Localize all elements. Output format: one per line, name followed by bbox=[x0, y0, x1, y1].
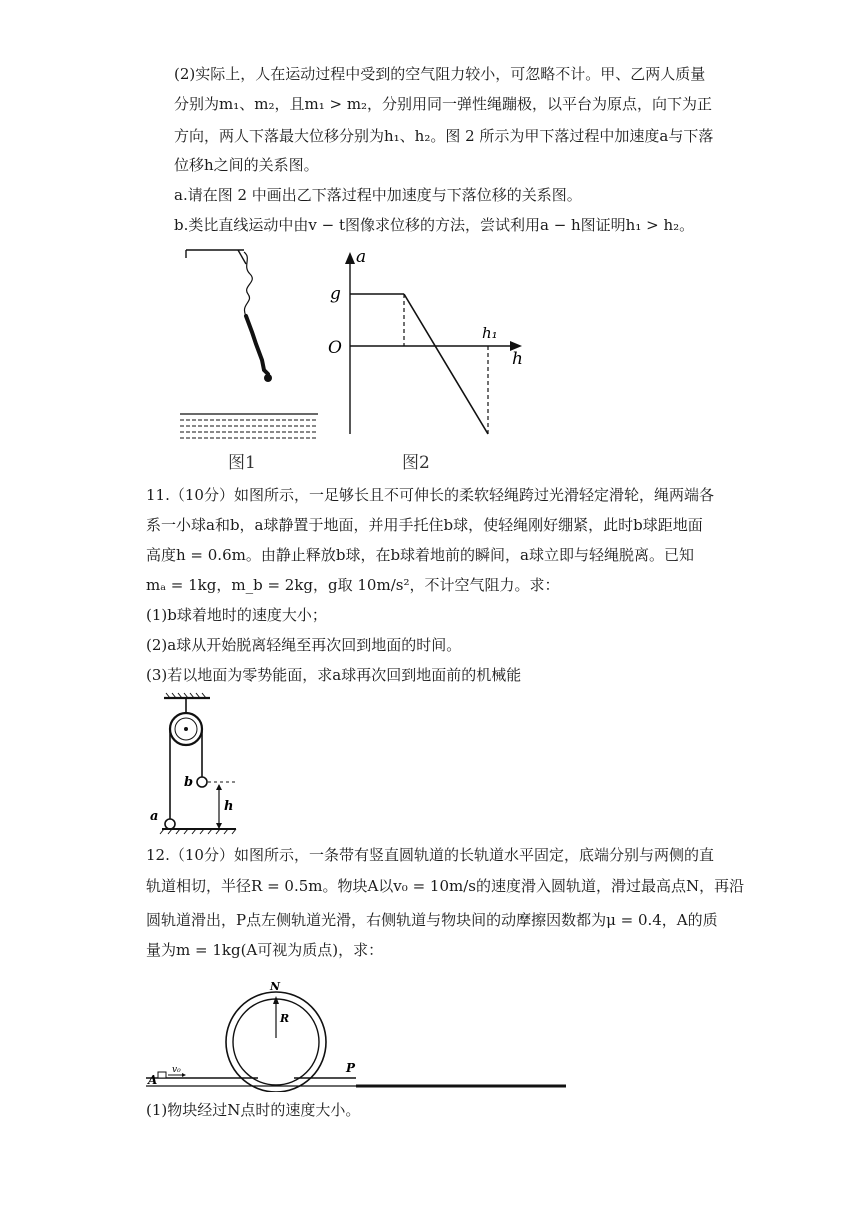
q10-line-2: 分别为m₁、m₂，且m₁ > m₂，分别用同一弹性绳蹦极，以平台为原点，向下为正 bbox=[174, 95, 713, 113]
figure-2-caption: 图2 bbox=[402, 453, 430, 473]
q12-line-2: 轨道相切，半径R = 0.5m。物块A以v₀ = 10m/s的速度滑入圆轨道，滑过最高点N，再沿 bbox=[146, 877, 745, 895]
jumper-head bbox=[264, 374, 272, 382]
label-h: h bbox=[224, 799, 234, 814]
q12-part-1: (1)物块经过N点时的速度大小。 bbox=[146, 1101, 361, 1119]
jumper-figure bbox=[246, 316, 268, 374]
pulley-figure bbox=[144, 692, 244, 836]
y-axis-arrow bbox=[345, 252, 355, 264]
radius-arrow bbox=[273, 996, 279, 1004]
h1-label: h₁ bbox=[482, 324, 498, 342]
q11-part-2: (2)a球从开始脱离轻绳至再次回到地面的时间。 bbox=[146, 636, 462, 654]
q12-line-3: 圆轨道滑出，P点左侧轨道光滑，右侧轨道与物块间的动摩擦因数都为μ = 0.4，A的质 bbox=[146, 911, 718, 929]
figure-2-graph bbox=[322, 244, 532, 474]
q12-line-1: 12.（10分）如图所示，一条带有竖直圆轨道的长轨道水平固定，底端分别与两侧的直 bbox=[146, 846, 714, 864]
label-P: P bbox=[346, 1061, 356, 1075]
figure-1-caption: 图1 bbox=[228, 453, 256, 473]
q10-line-3: 方向，两人下落最大位移分别为h₁、h₂。图 2 所示为甲下落过程中加速度a与下落 bbox=[174, 127, 714, 145]
q11-part-1: (1)b球着地时的速度大小； bbox=[146, 606, 327, 624]
graph-segment-decreasing bbox=[404, 294, 488, 434]
label-b: b bbox=[184, 775, 194, 790]
ball-b bbox=[197, 777, 207, 787]
axis-label-a: a bbox=[356, 247, 367, 267]
q10-line-b: b.类比直线运动中由v − t图像求位移的方法，尝试利用a − h图证明h₁ > h₂。 bbox=[174, 216, 695, 234]
axis-label-h: h bbox=[512, 349, 523, 369]
q11-line-2: 系一小球a和b，a球静置于地面，并用手托住b球，使轻绳刚好绷紧，此时b球距地面 bbox=[146, 516, 703, 534]
q10-line-4: 位移h之间的关系图。 bbox=[174, 156, 319, 174]
block-A bbox=[158, 1072, 166, 1078]
g-label: g bbox=[330, 284, 341, 304]
velocity-arrowhead bbox=[182, 1073, 186, 1077]
figure-1-bungee bbox=[172, 244, 322, 474]
label-N: N bbox=[270, 980, 281, 993]
q11-line-3: 高度h = 0.6m。由静止释放b球，在b球着地前的瞬间，a球立即与轻绳脱离。已知 bbox=[146, 546, 694, 564]
q11-line-1: 11.（10分）如图所示，一足够长且不可伸长的柔软轻绳跨过光滑轻定滑轮，绳两端各 bbox=[146, 486, 714, 504]
label-a: a bbox=[150, 809, 159, 824]
loop-track-figure bbox=[146, 966, 570, 1092]
pulley-axle bbox=[184, 727, 188, 731]
q12-line-4: 量为m = 1kg(A可视为质点)，求： bbox=[146, 941, 384, 959]
height-arrow-up bbox=[216, 784, 222, 790]
q10-line-1: (2)实际上，人在运动过程中受到的空气阻力较小，可忽略不计。甲、乙两人质量 bbox=[174, 65, 706, 83]
origin-label: O bbox=[328, 338, 342, 358]
label-R: R bbox=[280, 1012, 290, 1025]
label-A: A bbox=[148, 1073, 158, 1087]
q11-part-3: (3)若以地面为零势能面，求a球再次回到地面前的机械能 bbox=[146, 666, 522, 684]
ball-a bbox=[165, 819, 175, 829]
q10-line-a: a.请在图 2 中画出乙下落过程中加速度与下落位移的关系图。 bbox=[174, 186, 582, 204]
label-v0: v₀ bbox=[172, 1065, 181, 1075]
q11-line-4: mₐ = 1kg，m_b = 2kg，g取 10m/s²，不计空气阻力。求： bbox=[146, 576, 560, 594]
